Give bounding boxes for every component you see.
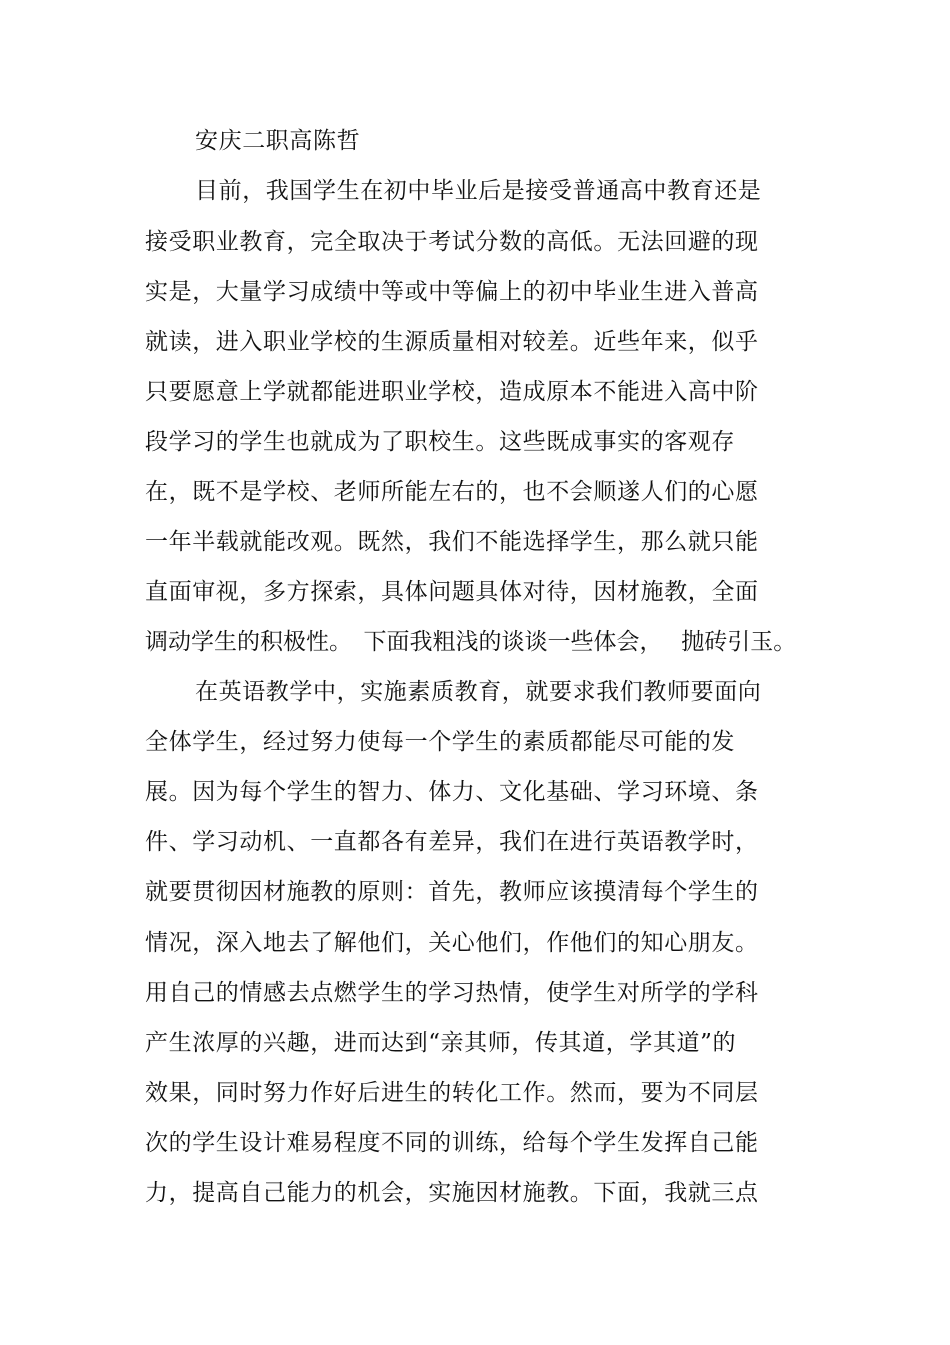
paragraph-line: 接受职业教育，完全取决于考试分数的高低。无法回避的现 [145,229,759,255]
paragraph-line: 全体学生，经过努力使每一个学生的素质都能尽可能的发 [145,729,735,755]
paragraph-line: 次的学生设计难易程度不同的训练，给每个学生发挥自己能 [145,1130,759,1156]
paragraph-line: 只要愿意上学就都能进职业学校，造成原本不能进入高中阶 [145,379,759,405]
paragraph-line: 目前，我国学生在初中毕业后是接受普通高中教育还是 [195,178,762,204]
paragraph-line: 就要贯彻因材施教的原则：首先，教师应该摸清每个学生的 [145,879,759,905]
paragraph-line: 情况，深入地去了解他们，关心他们，作他们的知心朋友。 [145,930,759,956]
paragraph-line: 段学习的学生也就成为了职校生。这些既成事实的客观存 [145,429,735,455]
paragraph-line: 产生浓厚的兴趣，进而达到“亲其师，传其道，学其道”的 [145,1030,737,1056]
paragraph-line: 实是，大量学习成绩中等或中等偏上的初中毕业生进入普高 [145,279,759,305]
paragraph-line: 一年半载就能改观。既然，我们不能选择学生，那么就只能 [145,529,759,555]
paragraph-line: 就读，进入职业学校的生源质量相对较差。近些年来，似乎 [145,329,759,355]
paragraph-line: 用自己的情感去点燃学生的学习热情，使学生对所学的学科 [145,980,759,1006]
paragraph-line: 效果，同时努力作好后进生的转化工作。然而，要为不同层 [145,1080,759,1106]
paragraph-line: 展。因为每个学生的智力、体力、文化基础、学习环境、条 [145,779,759,805]
paragraph-line: 调动学生的积极性。 下面我粗浅的谈谈一些体会， 抛砖引玉。 [145,629,797,655]
paragraph-line: 在，既不是学校、老师所能左右的，也不会顺遂人们的心愿 [145,479,759,505]
paragraph-line: 直面审视，多方探索，具体问题具体对待，因材施教，全面 [145,579,759,605]
author-line: 安庆二职高陈哲 [195,128,361,154]
paragraph-line: 力，提高自己能力的机会，实施因材施教。下面，我就三点 [145,1180,759,1206]
paragraph-line: 在英语教学中，实施素质教育，就要求我们教师要面向 [195,679,762,705]
paragraph-line: 件、学习动机、一直都各有差异，我们在进行英语教学时， [145,829,759,855]
